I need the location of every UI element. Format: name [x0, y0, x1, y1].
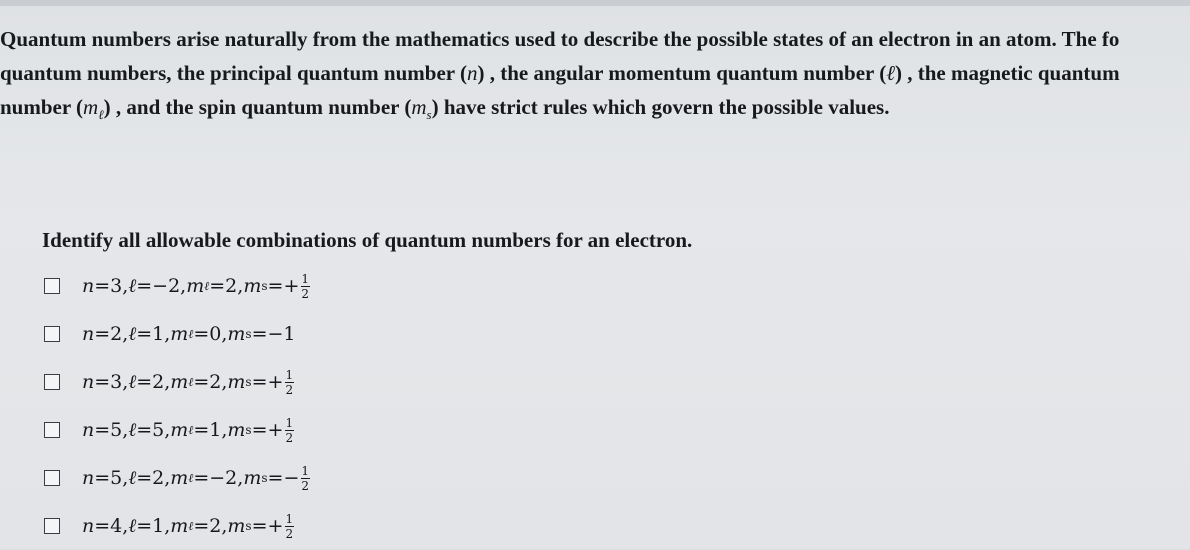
equals: =: [94, 275, 111, 297]
intro-line-3: [0, 90, 1190, 132]
intro-line-2: [0, 56, 1190, 90]
value-ml: 1: [209, 419, 222, 441]
value-ml: 2: [209, 515, 222, 537]
fraction: [284, 513, 294, 540]
fraction-numerator: 1: [301, 271, 309, 286]
quantum-expression: [82, 513, 294, 540]
equals: =: [136, 467, 153, 489]
intro-text: ) , and the spin quantum number (: [103, 95, 412, 119]
symbol-l: ℓ: [886, 61, 895, 85]
value-l: 2: [152, 467, 165, 489]
intro-text: ) , the magnetic quantum: [894, 61, 1120, 85]
intro-line-1: [0, 22, 1190, 56]
intro-text: number (: [0, 95, 84, 119]
quantum-expression: [82, 323, 296, 346]
comma: ,: [122, 419, 129, 441]
value-ms-sign: +: [267, 371, 284, 393]
symbol-sub-l: ℓ: [98, 107, 104, 123]
var-m: m: [227, 419, 246, 441]
fraction-numerator: 1: [285, 367, 294, 382]
var-n: n: [82, 275, 95, 297]
equals: =: [94, 371, 111, 393]
value-ms-sign: +: [283, 275, 300, 297]
checkbox[interactable]: [44, 518, 60, 534]
quantum-expression: [82, 273, 310, 300]
value-ms-sign: +: [267, 419, 284, 441]
equals: =: [209, 275, 226, 297]
sub-s: s: [245, 423, 252, 437]
var-l: ℓ: [128, 514, 137, 537]
sub-s: s: [261, 279, 268, 293]
intro-text: quantum numbers, the principal quantum number (: [0, 61, 467, 85]
var-l: ℓ: [128, 418, 137, 441]
var-n: n: [82, 323, 95, 345]
value-ml: 2: [225, 275, 238, 297]
comma: ,: [237, 467, 244, 489]
comma: ,: [122, 323, 129, 345]
comma: ,: [122, 275, 129, 297]
intro-text: Quantum numbers arise naturally from the mathematics used to describe the possible states of an electron in an atom. The fo: [0, 27, 1120, 51]
fraction-denominator: 2: [301, 478, 309, 493]
fraction: [300, 273, 310, 300]
fraction: [300, 465, 310, 492]
fraction-denominator: 2: [285, 430, 294, 445]
var-l: ℓ: [128, 274, 137, 297]
equals: =: [193, 515, 210, 537]
equals: =: [136, 371, 153, 393]
equals: =: [136, 419, 153, 441]
answer-option[interactable]: [42, 454, 642, 502]
quantum-expression: [82, 417, 294, 444]
var-m: m: [243, 467, 262, 489]
value-ms: −1: [267, 323, 296, 345]
comma: ,: [164, 419, 171, 441]
intro-paragraph: [0, 22, 1190, 132]
equals: =: [251, 323, 268, 345]
sub-s: s: [261, 471, 268, 485]
var-n: n: [82, 467, 95, 489]
equals: =: [136, 323, 153, 345]
equals: =: [94, 323, 111, 345]
var-m: m: [227, 371, 246, 393]
sub-l: ℓ: [188, 326, 194, 341]
var-n: n: [82, 371, 95, 393]
comma: ,: [164, 323, 171, 345]
comma: ,: [164, 371, 171, 393]
var-m: m: [186, 275, 205, 297]
sub-l: ℓ: [204, 278, 210, 293]
symbol-n: n: [466, 61, 478, 85]
comma: ,: [164, 467, 171, 489]
answer-option[interactable]: [42, 310, 642, 358]
var-l: ℓ: [128, 466, 137, 489]
checkbox[interactable]: [44, 470, 60, 486]
equals: =: [267, 467, 284, 489]
value-ml: 2: [209, 371, 222, 393]
fraction-numerator: 1: [301, 463, 309, 478]
fraction: [284, 417, 294, 444]
answer-option[interactable]: [42, 262, 642, 310]
var-m: m: [170, 371, 189, 393]
var-m: m: [170, 323, 189, 345]
checkbox[interactable]: [44, 422, 60, 438]
fraction-numerator: 1: [285, 415, 294, 430]
value-ml: 0: [209, 323, 222, 345]
top-edge: [0, 0, 1190, 6]
equals: =: [193, 419, 210, 441]
comma: ,: [122, 371, 129, 393]
equals: =: [136, 515, 153, 537]
value-l: 1: [152, 323, 165, 345]
symbol-sub-s: s: [426, 107, 432, 123]
comma: ,: [164, 515, 171, 537]
fraction-numerator: 1: [285, 511, 294, 526]
value-l: 2: [152, 371, 165, 393]
var-m: m: [170, 515, 189, 537]
equals: =: [193, 371, 210, 393]
comma: ,: [180, 275, 187, 297]
checkbox[interactable]: [44, 278, 60, 294]
value-l: 5: [152, 419, 165, 441]
checkbox[interactable]: [44, 374, 60, 390]
value-l: −2: [152, 275, 181, 297]
var-m: m: [170, 419, 189, 441]
sub-l: ℓ: [188, 422, 194, 437]
symbol-m: m: [411, 95, 427, 119]
equals: =: [193, 323, 210, 345]
value-l: 1: [152, 515, 165, 537]
var-m: m: [243, 275, 262, 297]
value-ml: −2: [209, 467, 238, 489]
sub-l: ℓ: [188, 470, 194, 485]
intro-text: ) have strict rules which govern the possible values.: [431, 95, 890, 119]
answer-option[interactable]: [42, 358, 642, 406]
equals: =: [267, 275, 284, 297]
sub-s: s: [245, 519, 252, 533]
comma: ,: [221, 515, 228, 537]
var-m: m: [170, 467, 189, 489]
value-ms-sign: +: [267, 515, 284, 537]
checkbox[interactable]: [44, 326, 60, 342]
comma: ,: [221, 371, 228, 393]
sub-s: s: [245, 327, 252, 341]
answer-option[interactable]: [42, 406, 642, 454]
fraction-denominator: 2: [285, 526, 294, 541]
var-n: n: [82, 515, 95, 537]
fraction-denominator: 2: [285, 382, 294, 397]
equals: =: [251, 419, 268, 441]
equals: =: [251, 515, 268, 537]
value-n: 3: [110, 275, 123, 297]
value-n: 3: [110, 371, 123, 393]
value-n: 5: [110, 419, 123, 441]
var-m: m: [227, 323, 246, 345]
value-ms-sign: −: [283, 467, 300, 489]
equals: =: [136, 275, 153, 297]
value-n: 5: [110, 467, 123, 489]
quantum-expression: [82, 369, 294, 396]
equals: =: [251, 371, 268, 393]
var-n: n: [82, 419, 95, 441]
var-m: m: [227, 515, 246, 537]
equals: =: [94, 515, 111, 537]
answer-options: [42, 262, 642, 550]
var-l: ℓ: [128, 322, 137, 345]
value-n: 2: [110, 323, 123, 345]
comma: ,: [237, 275, 244, 297]
comma: ,: [221, 323, 228, 345]
symbol-m: m: [83, 95, 99, 119]
quantum-expression: [82, 465, 310, 492]
answer-option[interactable]: [42, 502, 642, 550]
sub-l: ℓ: [188, 374, 194, 389]
equals: =: [94, 467, 111, 489]
comma: ,: [122, 515, 129, 537]
fraction: [284, 369, 294, 396]
equals: =: [94, 419, 111, 441]
sub-s: s: [245, 375, 252, 389]
value-n: 4: [110, 515, 123, 537]
var-l: ℓ: [128, 370, 137, 393]
fraction-denominator: 2: [301, 286, 309, 301]
comma: ,: [122, 467, 129, 489]
sub-l: ℓ: [188, 518, 194, 533]
question-prompt: Identify all allowable combinations of quantum numbers for an electron.: [42, 228, 693, 252]
equals: =: [193, 467, 210, 489]
intro-text: ) , the angular momentum quantum number (: [477, 61, 887, 85]
comma: ,: [221, 419, 228, 441]
